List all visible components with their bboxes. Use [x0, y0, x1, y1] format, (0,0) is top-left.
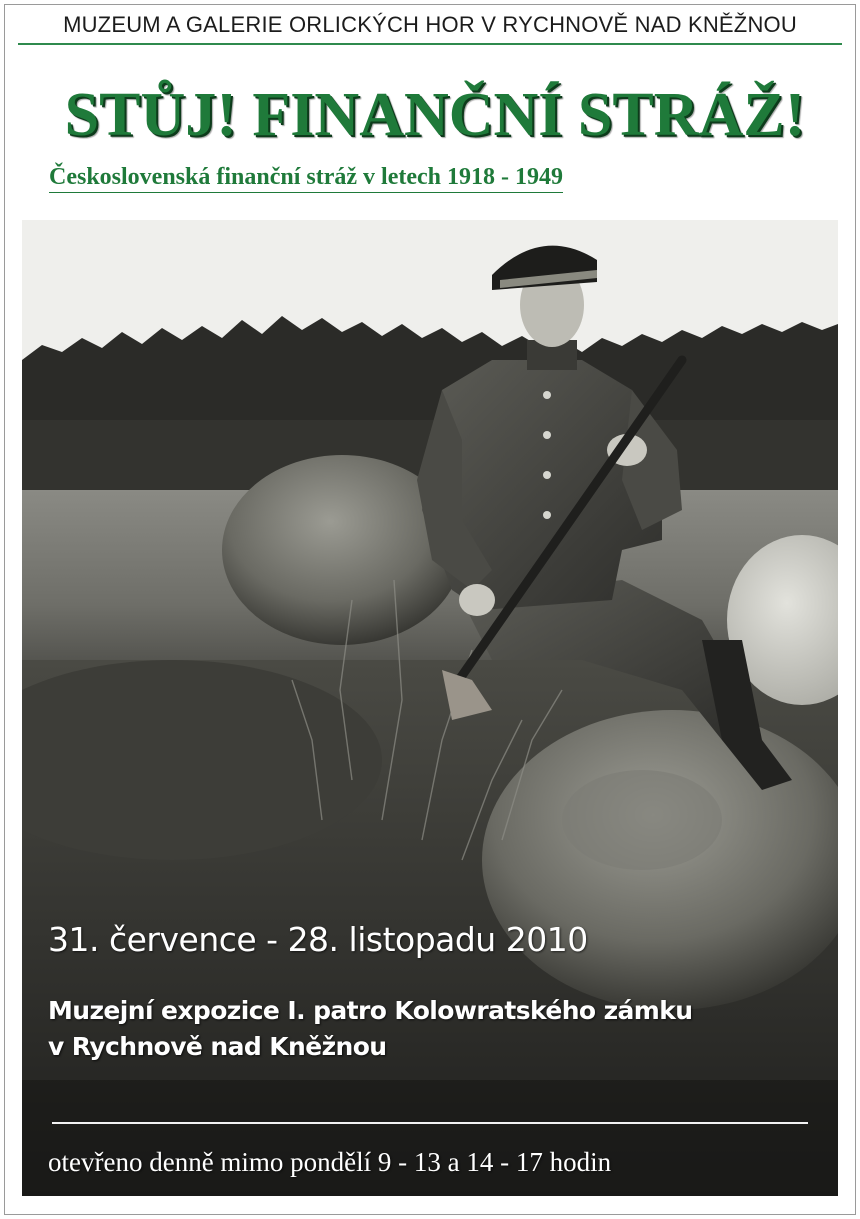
venue-line-2: v Rychnově nad Kněžnou — [48, 1032, 387, 1061]
exhibition-venue — [48, 993, 692, 1065]
exhibition-title: STŮJ! FINANČNÍ STRÁŽ! — [64, 81, 806, 149]
header-divider — [18, 43, 842, 45]
footer-divider — [52, 1122, 808, 1124]
venue-line-1: Muzejní expozice I. patro Kolowratského zámku — [48, 996, 693, 1025]
museum-name: MUZEUM A GALERIE ORLICKÝCH HOR V RYCHNOVĚ NAD KNĚŽNOU — [63, 12, 797, 37]
opening-hours: otevřeno denně mimo pondělí 9 - 13 a 14 - 17 hodin — [48, 1147, 612, 1177]
exhibition-subtitle: Československá finanční stráž v letech 1918 - 1949 — [49, 164, 563, 193]
exhibition-dates: 31. července - 28. listopadu 2010 — [48, 920, 588, 959]
